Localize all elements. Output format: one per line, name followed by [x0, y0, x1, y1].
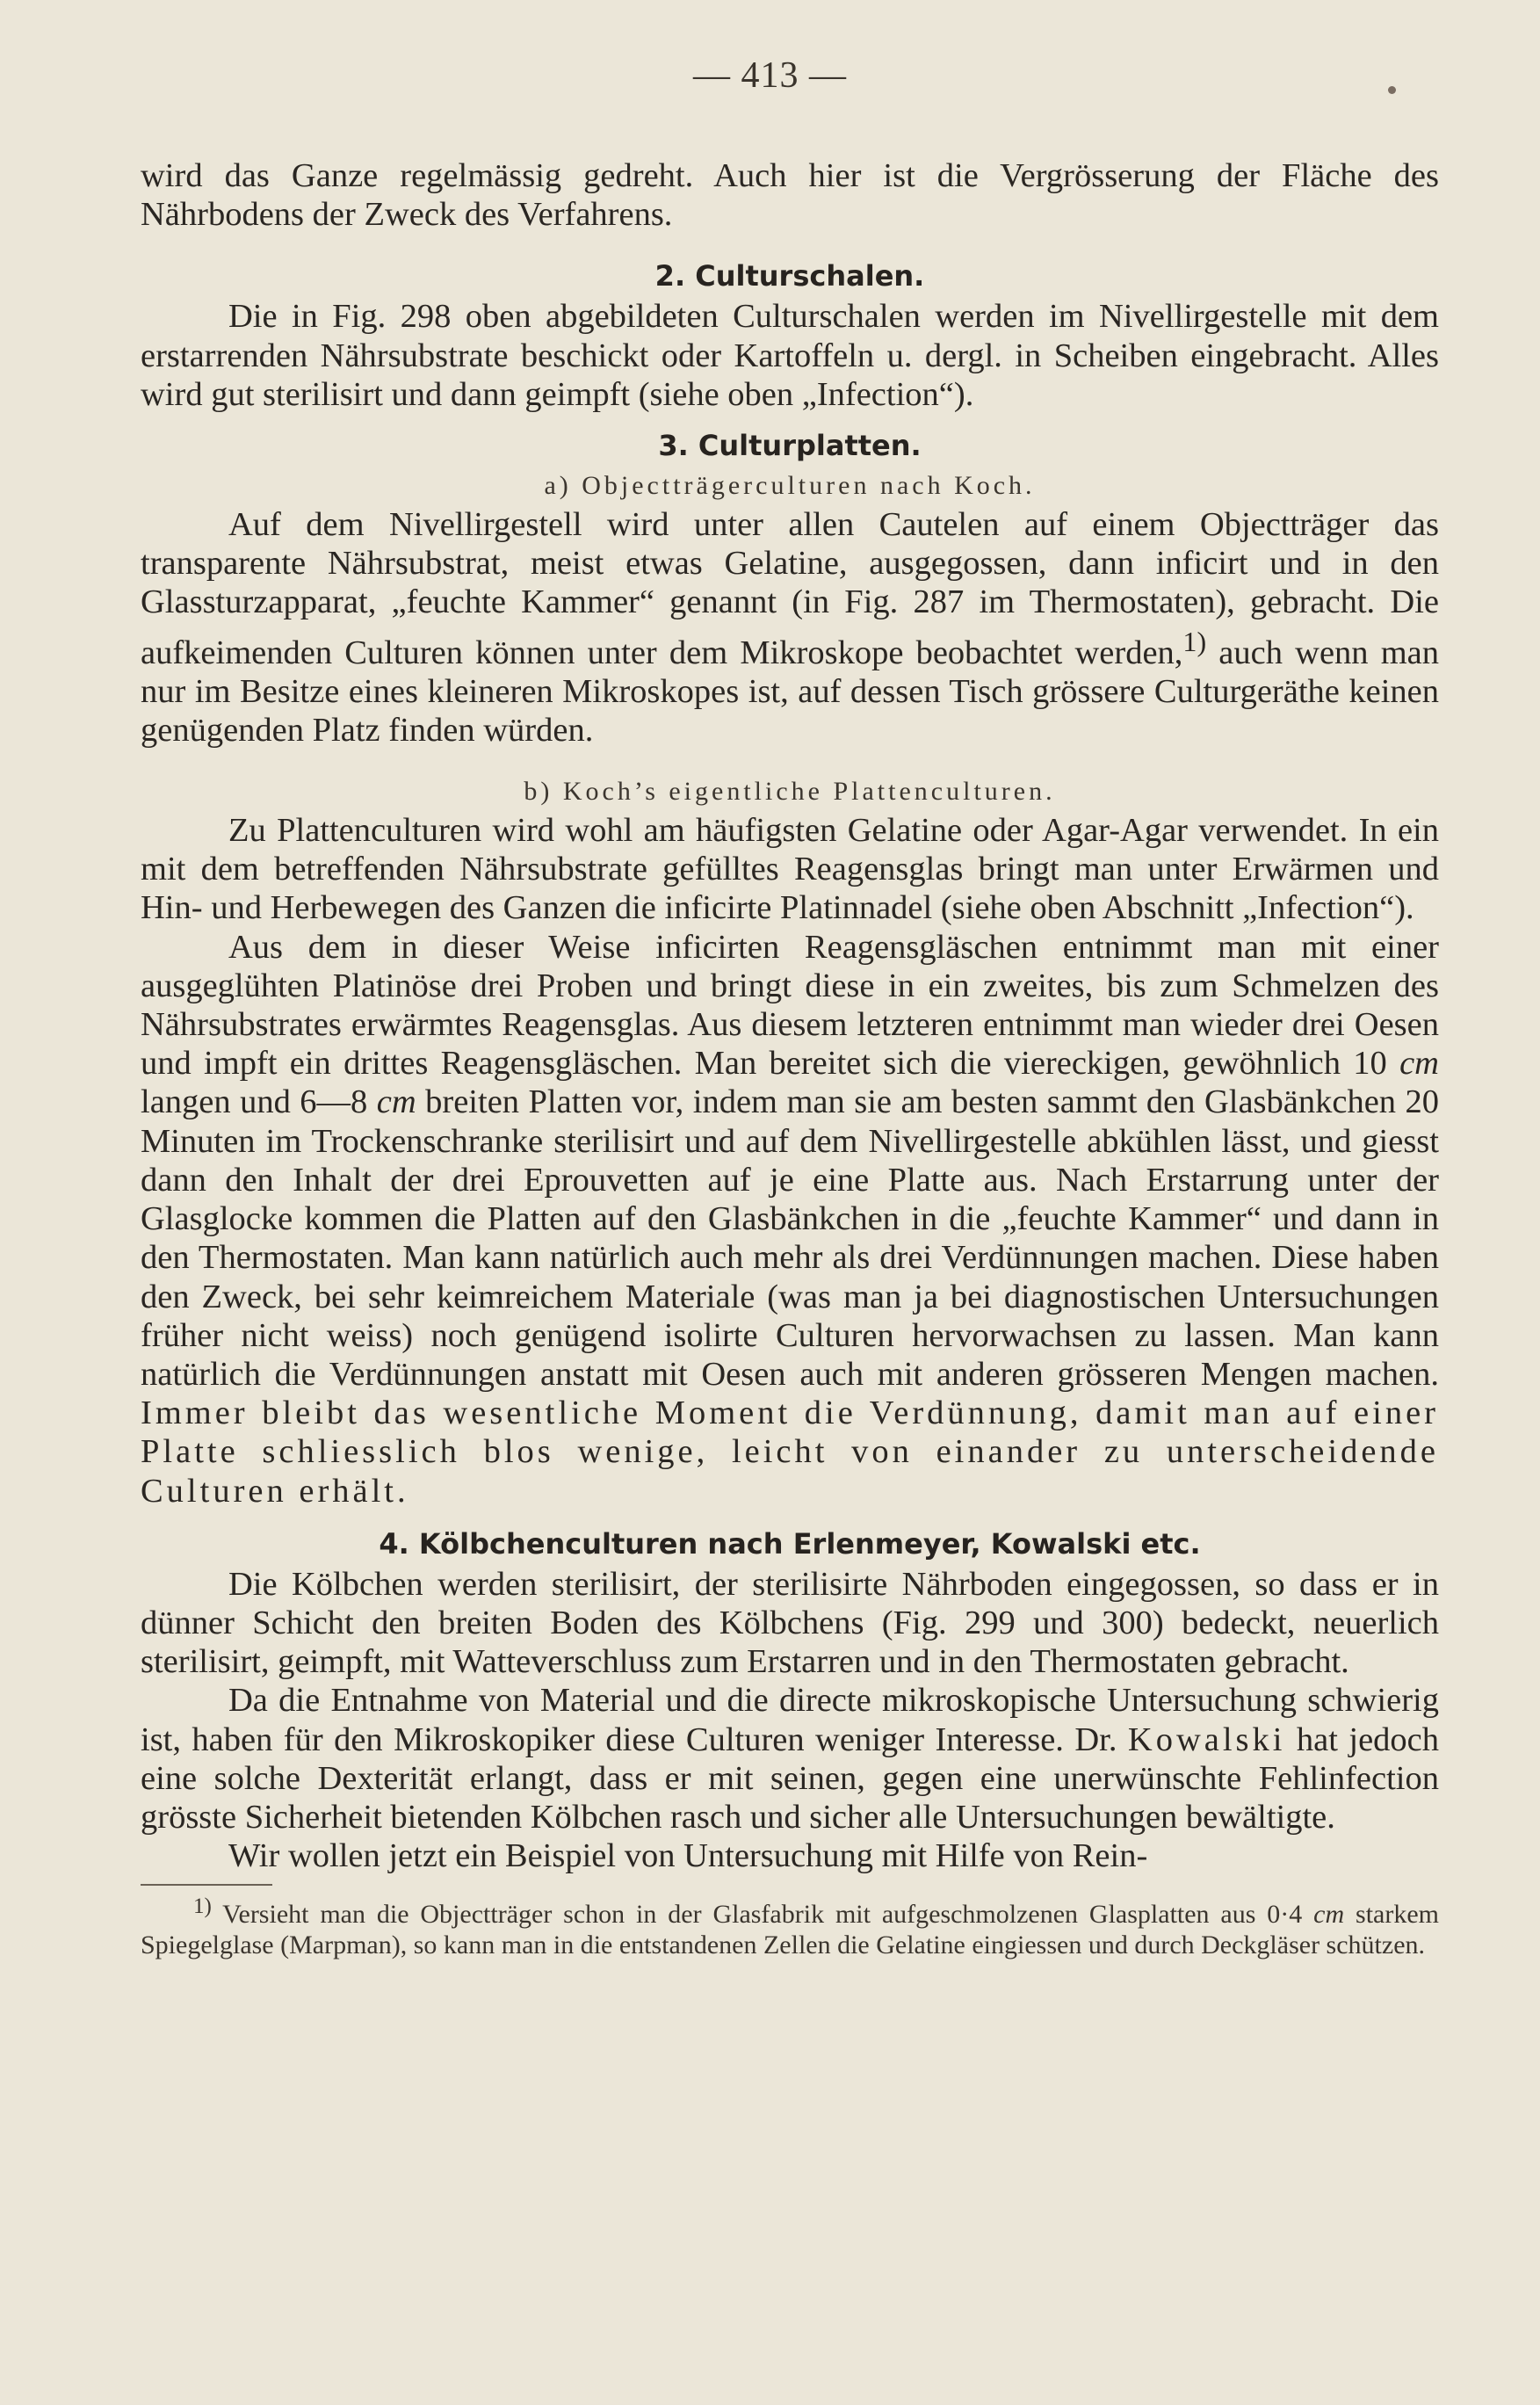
paragraph-koelbchenculturen-1: Die Kölbchen werden sterilisirt, der sterilisirte Nährboden eingegossen, so dass er in dünner Schicht den breiten Boden des Kölbchens (Fig. 299 und 300) bedeckt, neuerlich sterilisirt, geimpft, mit Watteverschluss zum Erstarren und in den Thermostaten gebracht.: [141, 1565, 1439, 1681]
footnote-reference: 1): [1182, 625, 1207, 657]
subheading-objecttraegerculturen: a) Objectträgerculturen nach Koch.: [544, 471, 1036, 501]
author-name: Kowalski: [1127, 1720, 1286, 1758]
paragraph-intro: wird das Ganze regelmässig gedreht. Auch hier ist die Vergrösserung der Fläche des Nährbodens der Zweck des Verfahrens.: [141, 157, 1439, 234]
section-heading-culturplatten: 3. Culturplatten.: [658, 429, 922, 463]
section-heading-culturschalen: 2. Culturschalen.: [654, 259, 925, 293]
paragraph-text: auch wenn man nur im Besitze eines kleineren Mikroskopes ist, auf dessen Tisch grössere Culturgeräthe keinen genügenden Platz finden würden.: [141, 634, 1439, 749]
emphasized-spaced-text: Immer bleibt das wesentliche Moment die Verdünnung, damit man auf einer Platte schliesslich blos wenige, leicht von einander zu unterscheidende Culturen erhält.: [141, 1394, 1439, 1510]
footnote-marker: 1): [193, 1894, 212, 1919]
paragraph-koelbchenculturen-2: Da die Entnahme von Material und die directe mikroskopische Untersuchung schwierig ist, haben für den Mikroskopiker diese Culturen weniger Interesse. Dr. Kowalski hat jedoch eine solche Dexterität erlangt, dass er mit seinen, gegen eine unerwünschte Fehlinfection grösste Sicherheit bietenden Kölbchen rasch und sicher alle Untersuchungen bewältigte.: [141, 1682, 1439, 1836]
paragraph-koelbchenculturen-3: Wir wollen jetzt ein Beispiel von Untersuchung mit Hilfe von Rein-: [228, 1837, 1148, 1875]
unit-cm: cm: [376, 1083, 416, 1121]
footnote-rule: [141, 1884, 272, 1886]
paragraph-plattenculturen-1: Zu Plattenculturen wird wohl am häufigsten Gelatine oder Agar-Agar verwendet. In ein mit dem betreffenden Nährsubstrate gefülltes Reagensglas bringt man unter Erwärmen und Hin- und Herbewegen des Ganzen die inficirte Platinnadel (siehe oben Abschnitt „Infection“).: [141, 812, 1439, 927]
unit-cm: cm: [1313, 1900, 1345, 1930]
paragraph-text: Auf dem Nivellirgestell wird unter allen Cautelen auf einem Objectträger das transparente Nährsubstrat, meist etwas Gelatine, ausgegossen, dann inficirt und in den Glassturzapparat, „feuchte Kammer“ genannt (in Fig. 287 im Thermostaten), gebracht. Die aufkeimenden Culturen können unter dem Mikroskope beobachtet werden,: [141, 506, 1439, 671]
page-number: — 413 —: [693, 55, 847, 96]
page-body: [141, 156, 1439, 1960]
section-heading-koelbchenculturen: 4. Kölbchenculturen nach Erlenmeyer, Kowalski etc.: [379, 1526, 1201, 1561]
footnote: [141, 1891, 1439, 1960]
paragraph-culturschalen: Die in Fig. 298 oben abgebildeten Culturschalen werden im Nivellirgestelle mit dem erstarrenden Nährsubstrate beschickt oder Kartoffeln u. dergl. in Scheiben eingebracht. Alles wird gut sterilisirt und dann geimpft (siehe oben „Infection“).: [141, 298, 1439, 413]
paragraph-plattenculturen-2: Aus dem in dieser Weise inficirten Reagensgläschen entnimmt man mit einer ausgeglühten Platinöse drei Proben und bringt diese in ein zweites, bis zum Schmelzen des Nährsubstrates erwärmtes Reagensglas. Aus diesem letzteren entnimmt man wieder drei Oesen und impft ein drittes Reagensgläschen. Man bereitet sich die viereckigen, gewöhnlich 10 cm langen und 6—8 cm breiten Platten vor, indem man sie am besten sammt den Glasbänkchen 20 Minuten im Trockenschranke sterilisirt und auf dem Nivellirgestelle abkühlen lässt, und giesst dann den Inhalt der drei Eprouvetten auf je eine Platte aus. Nach Erstarrung unter der Glasglocke kommen die Platten auf den Glasbänkchen in die „feuchte Kammer“ und dann in den Thermostaten. Man kann natürlich auch mehr als drei Verdünnungen machen. Diese haben den Zweck, bei sehr keimreichem Materiale (was man ja bei diagnostischen Untersuchungen früher nicht weiss) noch genügend isolirte Culturen hervorwachsen zu lassen. Man kann natürlich die Verdünnungen anstatt mit Oesen auch mit anderen grösseren Mengen machen. Immer bleibt das wesentliche Moment die Verdünnung, damit man auf einer Platte schliesslich blos wenige, leicht von einander zu unterscheidende Culturen erhält.: [141, 928, 1440, 1510]
paragraph-objecttraegerculturen: [141, 505, 1439, 750]
unit-cm: cm: [1399, 1045, 1439, 1083]
footnote-text: $^{1)}$ Versieht man die Objectträger schon in der Glasfabrik mit aufgeschmolzenen Glasplatten aus 0·4 cm starkem Spiegelglase (Marpman), so kann man in die entstandenen Zellen die Gelatine eingiessen und durch Deckgläser schützen.: [141, 1894, 1439, 1960]
ink-speck: [1388, 86, 1396, 94]
subheading-plattenculturen: b) Koch’s eigentliche Plattenculturen.: [524, 777, 1056, 807]
